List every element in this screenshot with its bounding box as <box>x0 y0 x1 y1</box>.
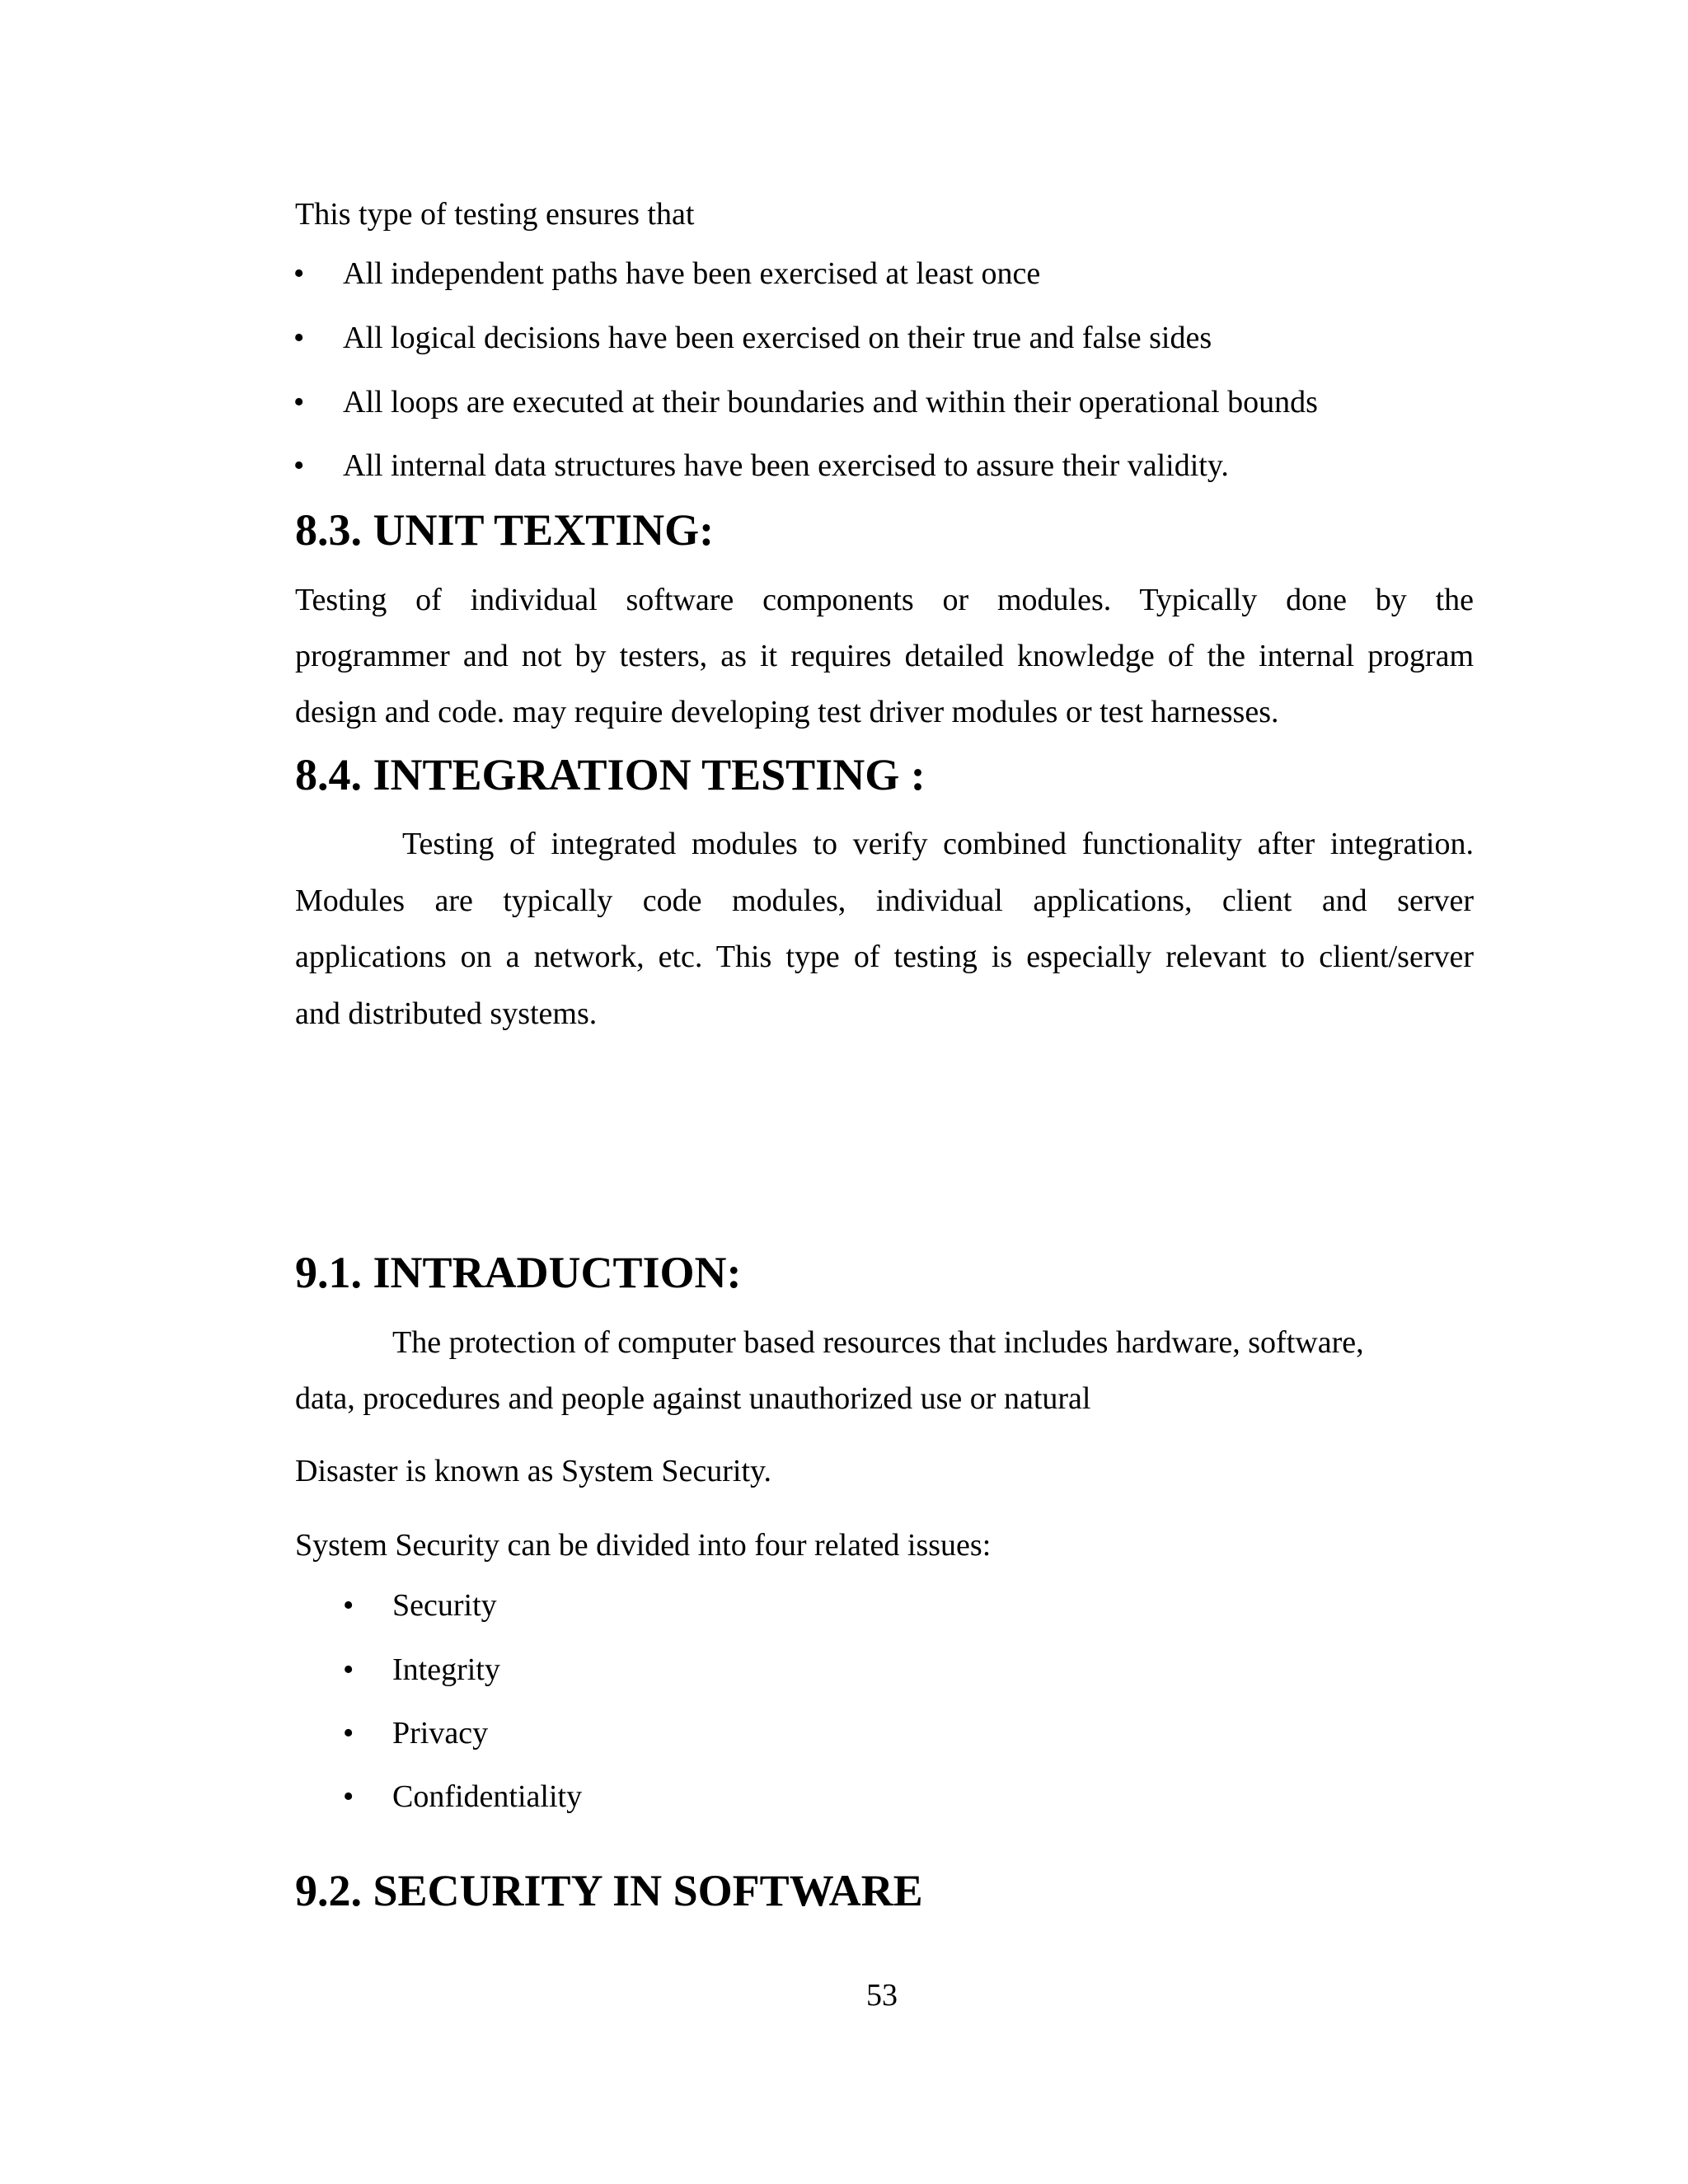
list-item-text: Confidentiality <box>392 1779 583 1814</box>
issues-intro: System Security can be divided into four related issues: <box>295 1528 992 1563</box>
disaster-line: Disaster is known as System Security. <box>295 1454 772 1488</box>
paragraph-line: Modules are typically code modules, individual applications, client and server <box>295 883 1474 918</box>
paragraph-line: programmer and not by testers, as it requires detailed knowledge of the internal program <box>295 639 1474 673</box>
list-item-text: All loops are executed at their boundaries and within their operational bounds <box>343 385 1318 419</box>
bullet-icon: • <box>293 321 305 355</box>
bullet-icon: • <box>293 385 305 419</box>
bullet-icon: • <box>343 1779 354 1814</box>
heading-8-4: 8.4. INTEGRATION TESTING : <box>295 750 926 799</box>
bullet-icon: • <box>343 1588 354 1623</box>
paragraph-line: Testing of integrated modules to verify combined functionality after integration. <box>402 827 1474 861</box>
paragraph-line: and distributed systems. <box>295 996 598 1031</box>
page-number: 53 <box>866 1978 898 2013</box>
list-item-text: All independent paths have been exercised at least once <box>343 256 1041 291</box>
paragraph-line: Testing of individual software components or modules. Typically done by the <box>295 583 1474 617</box>
heading-9-2: 9.2. SECURITY IN SOFTWARE <box>295 1866 923 1915</box>
paragraph-line: data, procedures and people against unauthorized use or natural <box>295 1381 1091 1416</box>
bullet-icon: • <box>343 1716 354 1750</box>
heading-9-1: 9.1. INTRADUCTION: <box>295 1248 742 1297</box>
list-item-text: All logical decisions have been exercised on their true and false sides <box>343 321 1212 355</box>
bullet-icon: • <box>343 1652 354 1687</box>
list-item-text: Security <box>392 1588 497 1623</box>
intro-line: This type of testing ensures that <box>295 197 695 232</box>
list-item-text: Privacy <box>392 1716 489 1750</box>
bullet-icon: • <box>293 256 305 291</box>
paragraph-line: applications on a network, etc. This type of testing is especially relevant to client/server <box>295 940 1474 974</box>
bullet-icon: • <box>293 448 305 483</box>
paragraph-line: design and code. may require developing test driver modules or test harnesses. <box>295 695 1279 729</box>
list-item-text: Integrity <box>392 1652 500 1687</box>
heading-8-3: 8.3. UNIT TEXTING: <box>295 505 715 555</box>
list-item-text: All internal data structures have been exercised to assure their validity. <box>343 448 1229 483</box>
paragraph-line: The protection of computer based resources that includes hardware, software, <box>392 1325 1364 1360</box>
